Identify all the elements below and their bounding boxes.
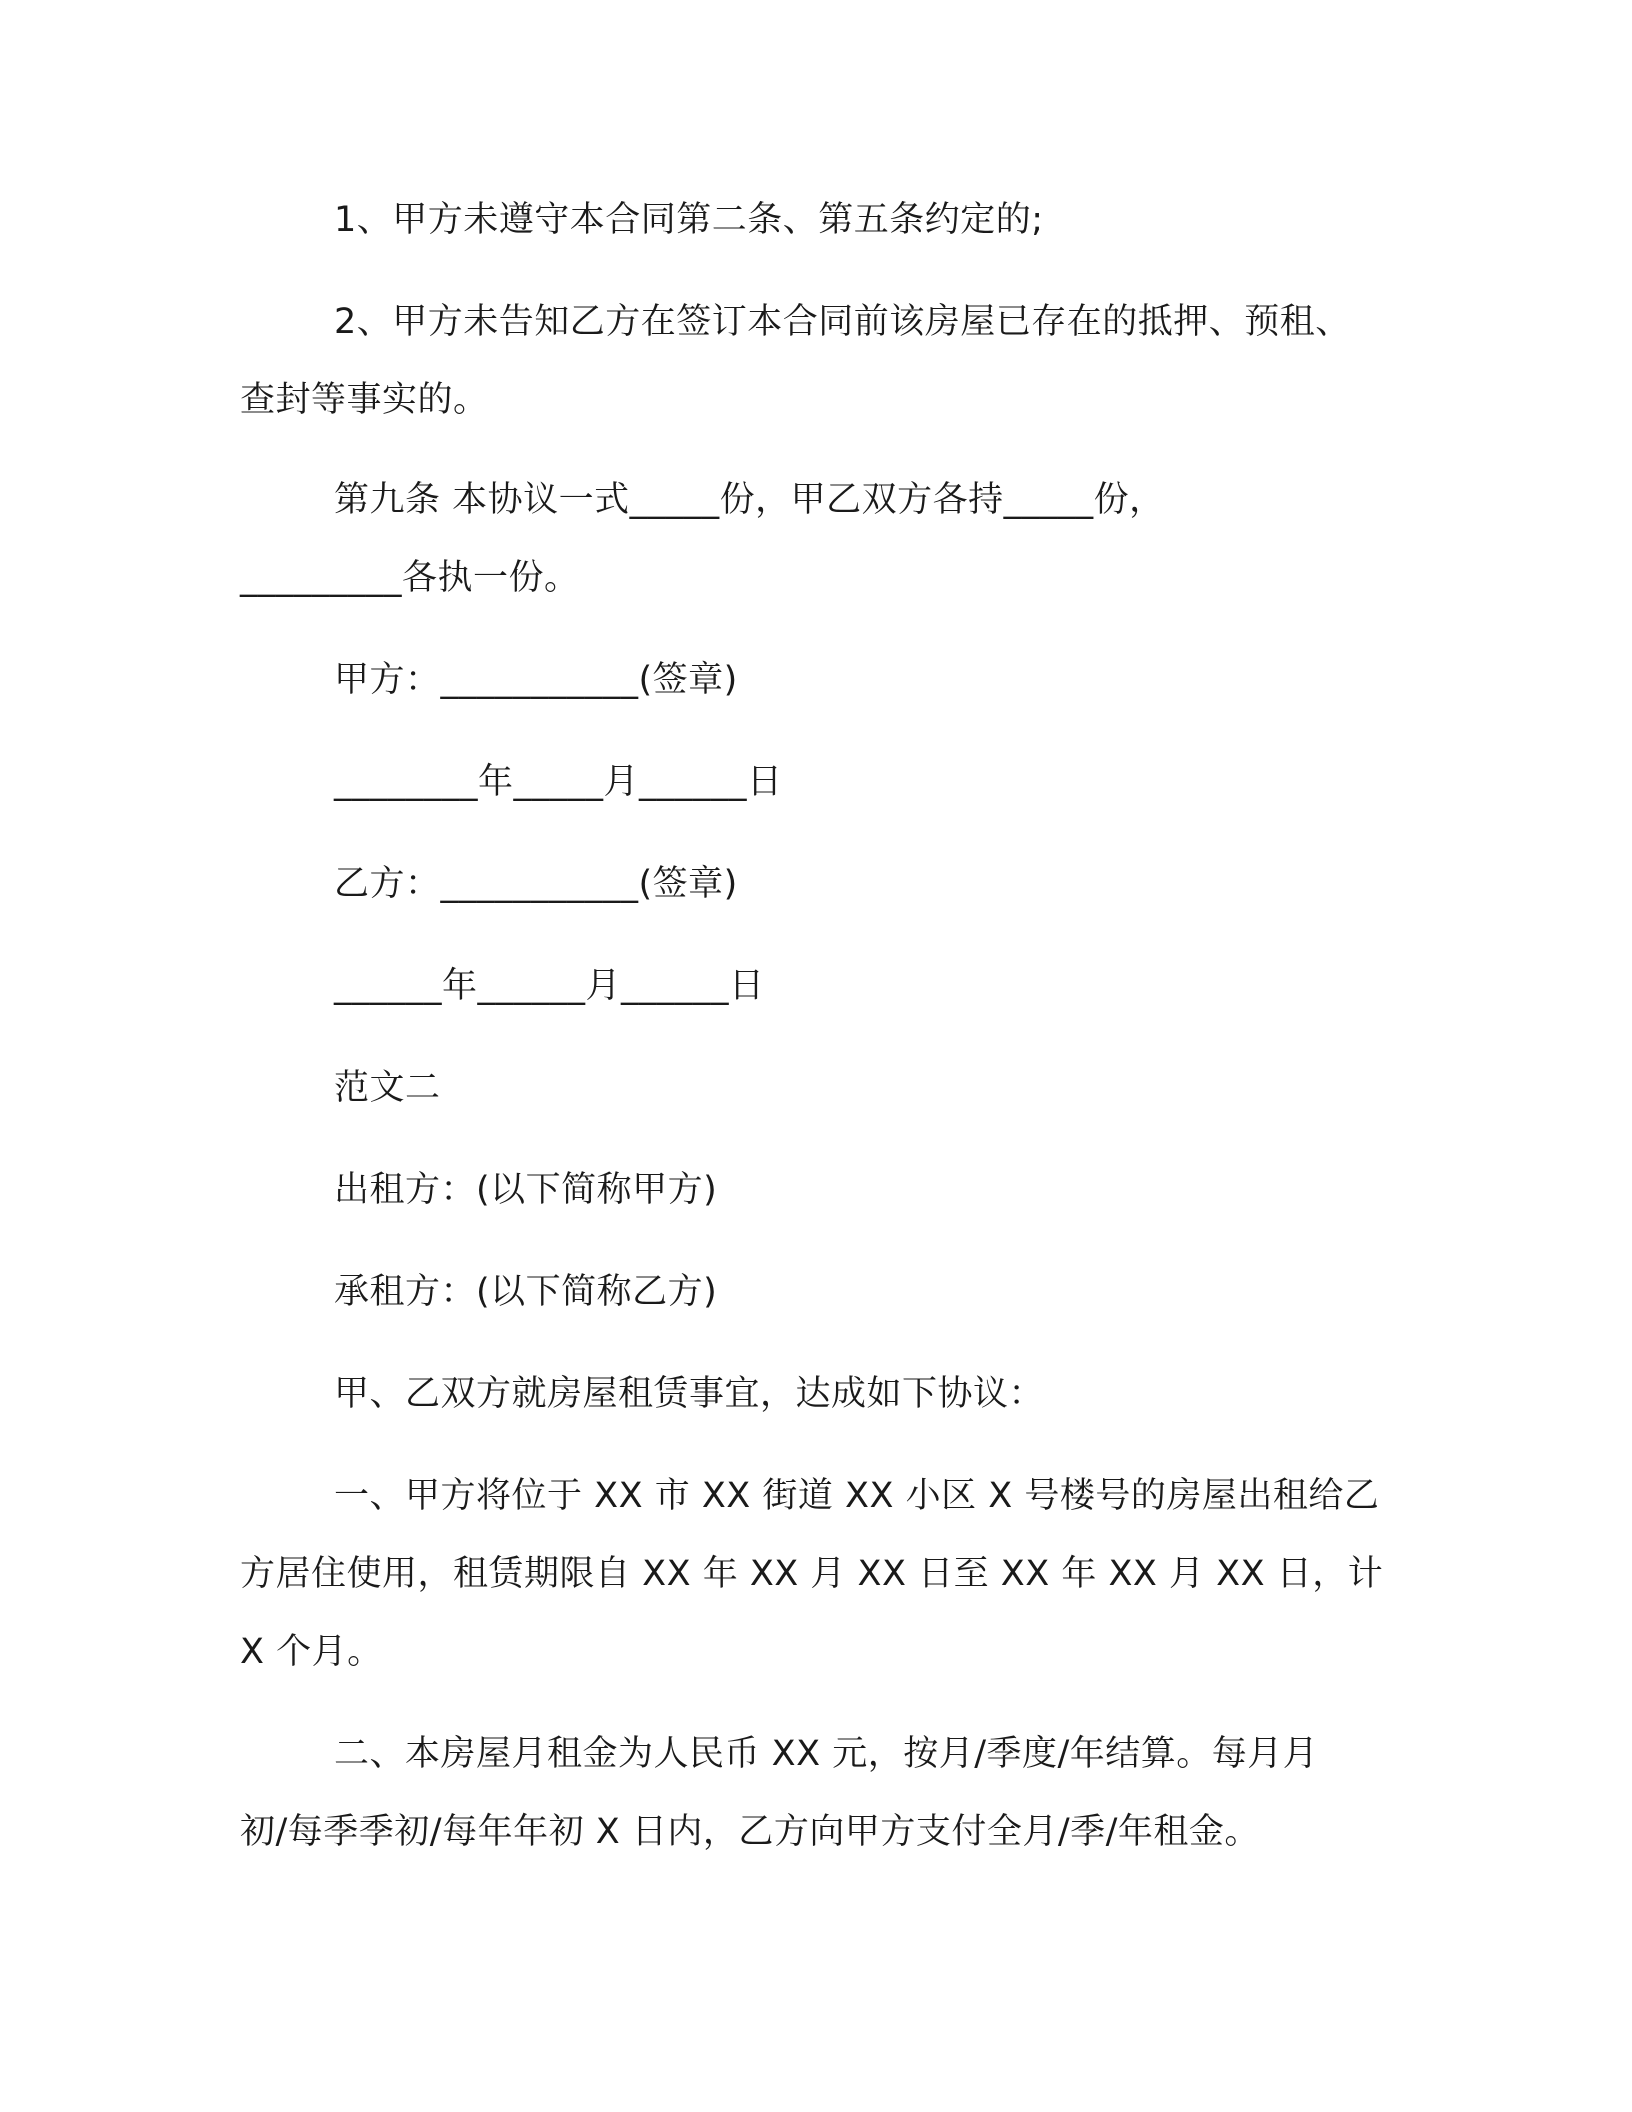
article-nine: 第九条 本协议一式_____份，甲乙双方各持_____份，	[334, 480, 1165, 520]
clause-item-2-continued: 查封等事实的。	[240, 380, 489, 420]
clause-two-line-1: 二、本房屋月租金为人民币 XX 元，按月/季度/年结算。每月月	[334, 1734, 1319, 1774]
clause-two-line-2: 初/每季季初/每年年初 X 日内，乙方向甲方支付全月/季/年租金。	[240, 1812, 1260, 1852]
party-a-date: ________年_____月______日	[334, 762, 783, 802]
lessor-line: 出租方：(以下简称甲方)	[334, 1170, 718, 1210]
party-a-signature: 甲方：___________(签章)	[334, 660, 738, 700]
clause-item-2: 2、甲方未告知乙方在签订本合同前该房屋已存在的抵押、预租、	[334, 302, 1351, 342]
party-b-signature: 乙方：___________(签章)	[334, 864, 738, 904]
clause-one-line-2: 方居住使用，租赁期限自 XX 年 XX 月 XX 日至 XX 年 XX 月 XX 日，计	[240, 1554, 1384, 1594]
clause-one-line-3: X 个月。	[240, 1632, 383, 1672]
agreement-intro: 甲、乙双方就房屋租赁事宜，达成如下协议：	[334, 1374, 1045, 1414]
article-nine-continued: _________各执一份。	[240, 558, 580, 598]
clause-item-1: 1、甲方未遵守本合同第二条、第五条约定的;	[334, 200, 1044, 240]
clause-one-line-1: 一、甲方将位于 XX 市 XX 街道 XX 小区 X 号楼号的房屋出租给乙	[334, 1476, 1380, 1516]
party-b-date: ______年______月______日	[334, 966, 765, 1006]
lessee-line: 承租方：(以下简称乙方)	[334, 1272, 718, 1312]
section-heading: 范文二	[334, 1068, 441, 1108]
